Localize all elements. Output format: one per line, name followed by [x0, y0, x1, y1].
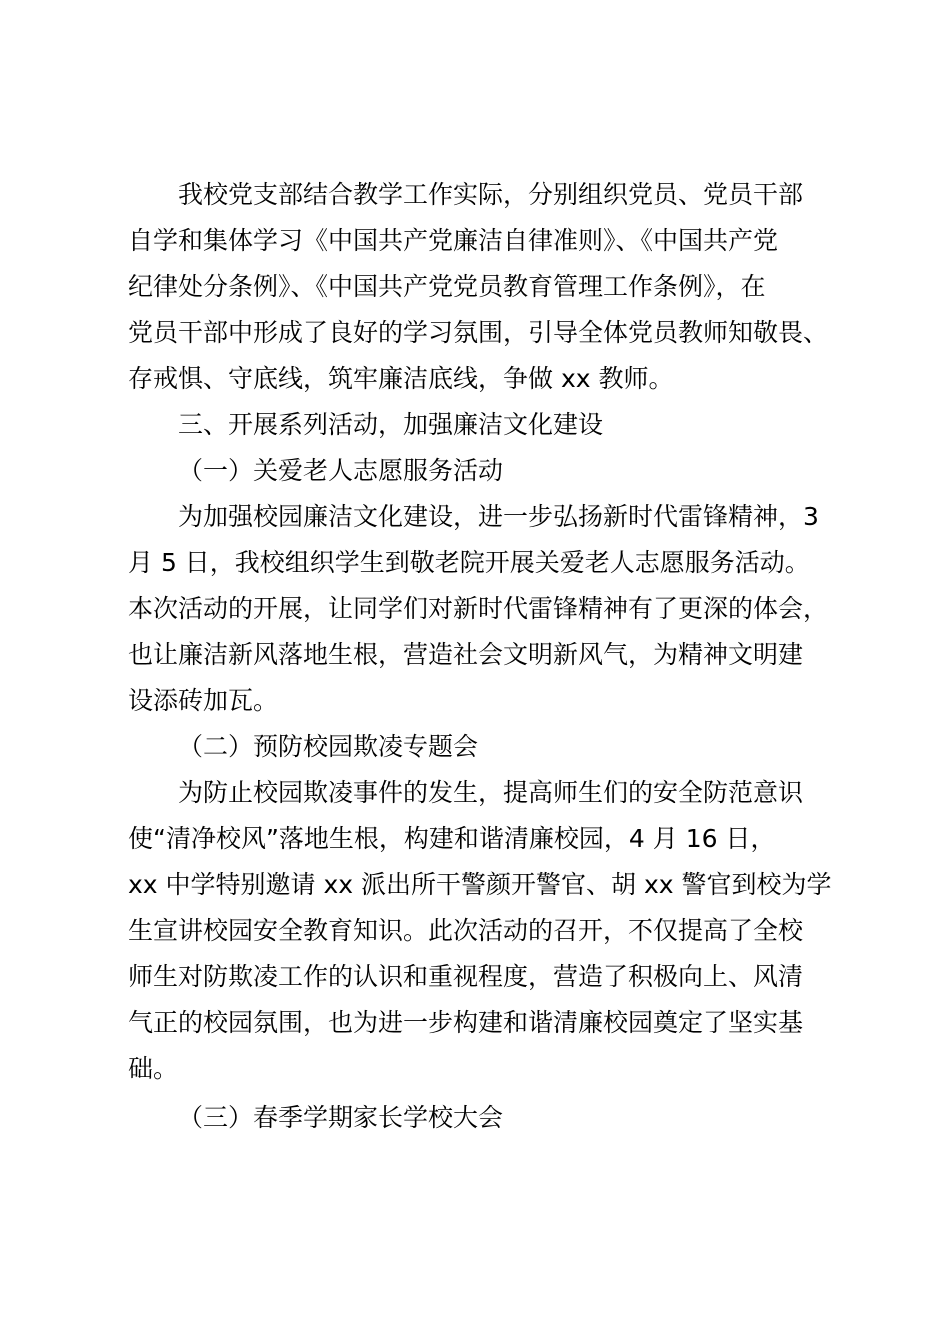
text-line: 气正的校园氛围，也为进一步构建和谐清廉校园奠定了坚实基: [128, 1008, 804, 1037]
section-heading: 三、开展系列活动，加强廉洁文化建设: [178, 410, 604, 439]
text-line: xx 中学特别邀请 xx 派出所干警颜开警官、胡 xx 警官到校为学: [128, 870, 832, 899]
paragraph-anti-bullying: [128, 770, 858, 1092]
text-line: 也让廉洁新风落地生根，营造社会文明新风气，为精神文明建: [128, 640, 804, 669]
text-line: 使“清净校风”落地生根，构建和谐清廉校园，4 月 16 日，: [128, 824, 776, 853]
text-line: 党员干部中形成了良好的学习氛围，引导全体党员教师知敬畏、: [128, 318, 829, 347]
text-line: 自学和集体学习《中国共产党廉洁自律准则》、《中国共产党: [128, 226, 779, 255]
paragraph-party-study: [128, 172, 858, 402]
subheading-anti-bullying: （二）预防校园欺凌专题会: [178, 732, 479, 761]
text-line: 纪律处分条例》、《中国共产党党员教育管理工作条例》，在: [128, 272, 766, 301]
text-line: 师生对防欺凌工作的认识和重视程度，营造了积极向上、风清: [128, 962, 804, 991]
text-line: 为加强校园廉洁文化建设，进一步弘扬新时代雷锋精神，3: [178, 502, 819, 531]
document-body: [128, 172, 858, 1141]
text-line: 生宣讲校园安全教育知识。此次活动的召开，不仅提高了全校: [128, 916, 804, 945]
text-line: 月 5 日，我校组织学生到敬老院开展关爱老人志愿服务活动。: [128, 548, 810, 577]
subheading-parent-school: （三）春季学期家长学校大会: [178, 1103, 504, 1132]
subheading-elderly-care: （一）关爱老人志愿服务活动: [178, 456, 504, 485]
text-line: 础。: [128, 1054, 179, 1083]
text-line: 为防止校园欺凌事件的发生，提高师生们的安全防范意识: [178, 778, 804, 807]
text-line: 本次活动的开展，让同学们对新时代雷锋精神有了更深的体会，: [128, 594, 829, 623]
text-line: 我校党支部结合教学工作实际，分别组织党员、党员干部: [178, 180, 804, 209]
text-line: 设添砖加瓦。: [128, 686, 279, 715]
paragraph-elderly-care: [128, 494, 858, 724]
text-line: 存戒惧、守底线，筑牢廉洁底线，争做 xx 教师。: [128, 364, 674, 393]
